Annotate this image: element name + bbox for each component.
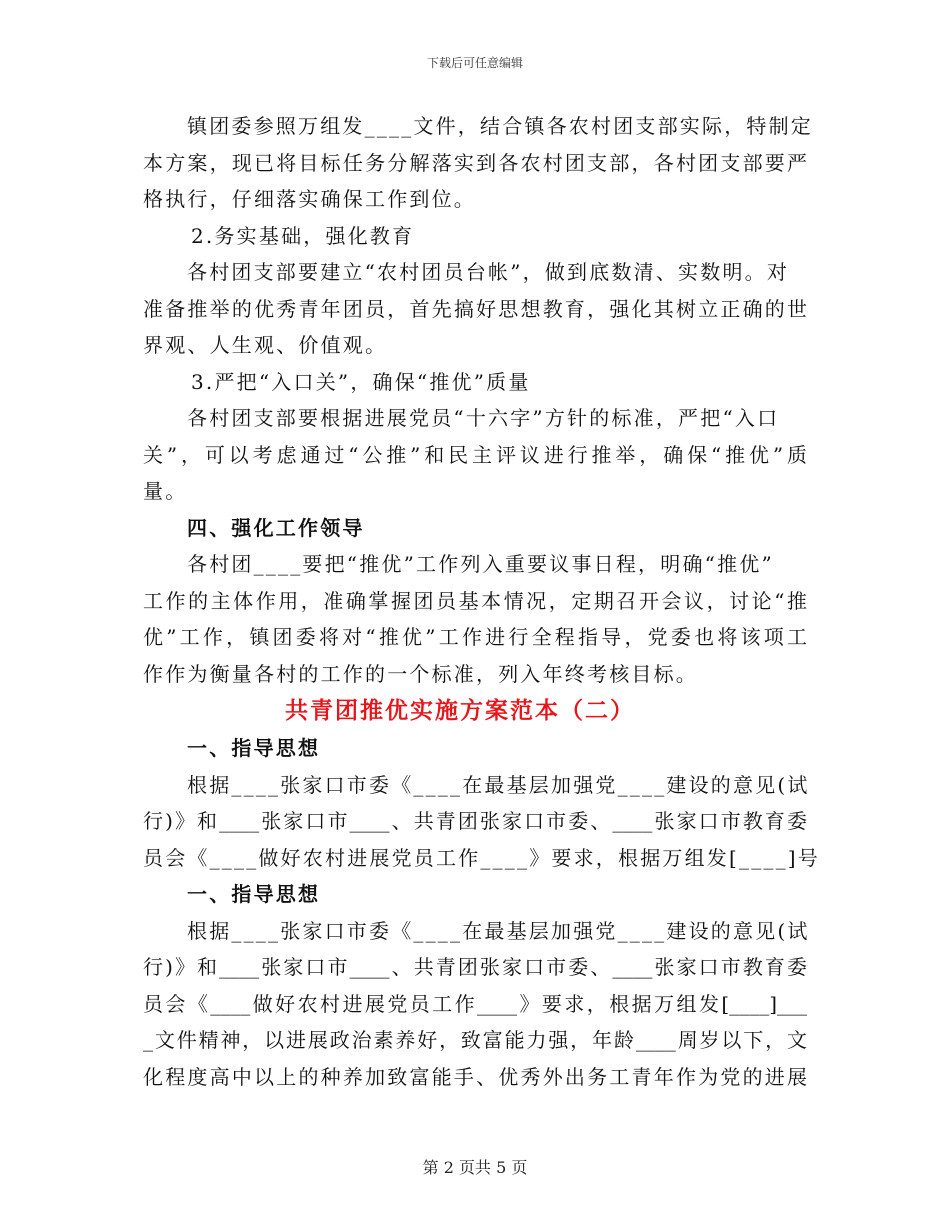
document-title: 共青团推优实施方案范本（二） (285, 698, 635, 724)
paragraph-line: 员会《____做好农村进展党员工作____》要求，根据万组发[____]___ (143, 991, 807, 1016)
paragraph-line: 格执行，仔细落实确保工作到位。 (143, 187, 476, 211)
paragraph-line: 本方案，现已将目标任务分解落实到各农村团支部，各村团支部要严 (143, 150, 807, 175)
paragraph-line: 化程度高中以上的种养加致富能手、优秀外出务工青年作为党的进展 (143, 1064, 807, 1089)
paragraph-line: 各村团____要把“推优”工作列入重要议事日程，明确“推优” (187, 552, 774, 576)
document-body (143, 108, 821, 1095)
paragraph-line: 优”工作，镇团委将对“推优”工作进行全程指导，党委也将该项工 (143, 625, 807, 649)
paragraph-line: 各村团支部要根据进展党员“十六字”方针的标准，严把“入口 (187, 406, 780, 430)
section-heading: 3.严把“入口关”，确保“推优”质量 (191, 369, 531, 394)
paragraph-line: 关”，可以考虑通过“公推”和民主评议进行推举，确保“推优”质 (143, 442, 807, 467)
section-heading: 2.务实基础，强化教育 (191, 223, 415, 248)
paragraph-line: 界观、人生观、价值观。 (143, 333, 388, 357)
section-heading: 一、指导思想 (187, 882, 321, 906)
paragraph-line: 各村团支部要建立“农村团员台帐”，做到底数清、实数明。对 (187, 260, 790, 284)
paragraph-line: 作作为衡量各村的工作的一个标准，列入年终考核目标。 (143, 661, 698, 686)
paragraph-line: 行)》和____张家口市____、共青团张家口市委、____张家口市教育委 (143, 809, 807, 833)
paragraph-line: 准备推举的优秀青年团员，首先搞好思想教育，强化其树立正确的世 (143, 296, 807, 321)
paragraph-line: 员会《____做好农村进展党员工作____》要求，根据万组发[____]号 (143, 845, 821, 870)
paragraph-line: 根据____张家口市委《____在最基层加强党____建设的意见(试 (187, 918, 810, 943)
paragraph-line: 工作的主体作用，准确掌握团员基本情况，定期召开会议，讨论“推 (143, 588, 807, 613)
section-heading: 四、强化工作领导 (187, 515, 365, 540)
page-number: 第 2 页共 5 页 (422, 1158, 528, 1177)
paragraph-line: 量。 (143, 479, 188, 503)
paragraph-line: 根据____张家口市委《____在最基层加强党____建设的意见(试 (187, 772, 810, 797)
paragraph-line: 镇团委参照万组发____文件，结合镇各农村团支部实际，特制定 (187, 114, 813, 138)
paragraph-line: 行)》和____张家口市____、共青团张家口市委、____张家口市教育委 (143, 955, 807, 979)
section-heading: 一、指导思想 (187, 736, 321, 760)
paragraph-line: _文件精神，以进展政治素养好，致富能力强，年龄____周岁以下，文 (143, 1028, 807, 1052)
header-note: 下载后可任意编辑 (426, 56, 523, 70)
